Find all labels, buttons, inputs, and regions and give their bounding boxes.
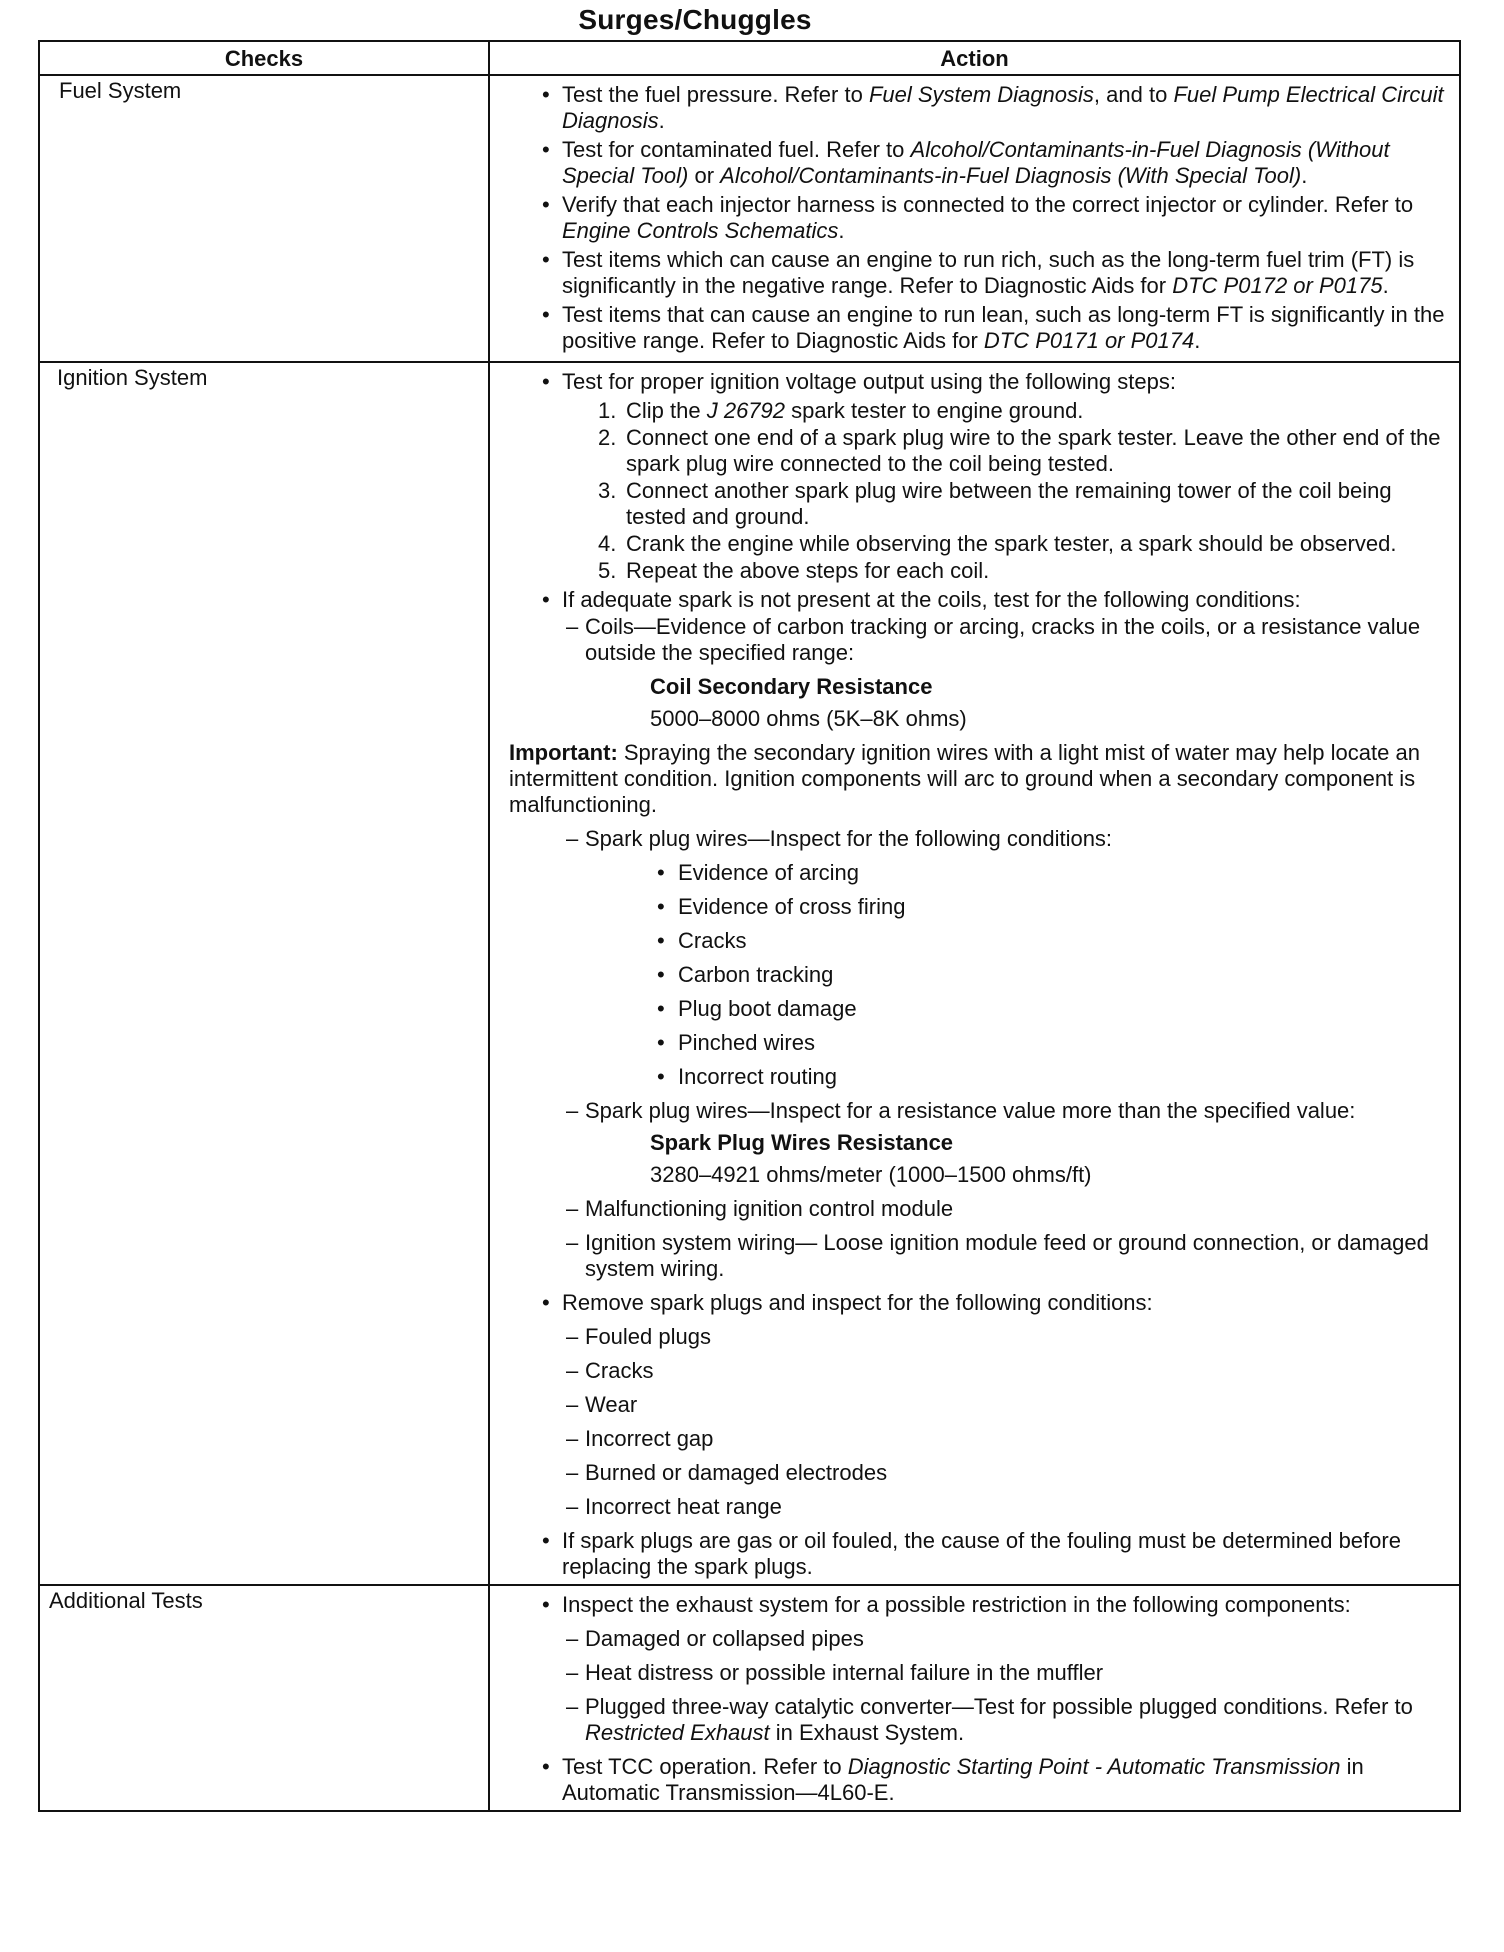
list-item: – Damaged or collapsed pipes xyxy=(490,1626,1453,1652)
fuel-pressure-bullet xyxy=(490,82,1453,134)
wire-spec-value: 3280–4921 ohms/meter (1000–1500 ohms/ft) xyxy=(650,1162,1092,1187)
ignition-voltage-bullet: • Test for proper ignition voltage output using the following steps: xyxy=(490,369,1453,395)
wire-spec-title: Spark Plug Wires Resistance xyxy=(650,1130,954,1155)
spark-plug-wires-resistance-dash-item: – Spark plug wires—Inspect for a resistance value more than the specified value: xyxy=(490,1098,1453,1124)
table-row-ignition-system xyxy=(39,362,1460,1585)
important-note xyxy=(490,740,1453,818)
bullet-text: . xyxy=(1194,328,1201,353)
step-text: Crank the engine while observing the spark tester, a spark should be observed. xyxy=(626,531,1397,556)
important-label: Important: xyxy=(509,740,618,765)
list-item: • Evidence of cross firing xyxy=(490,894,1453,920)
list-item: – Fouled plugs xyxy=(490,1324,1453,1350)
step-number: 5. xyxy=(598,558,617,583)
exhaust-restriction-bullet: • Inspect the exhaust system for a possible restriction in the following components: xyxy=(490,1592,1453,1618)
list-item: – Incorrect heat range xyxy=(490,1494,1453,1520)
coil-spec-title: Coil Secondary Resistance xyxy=(650,674,933,699)
reference-link: Diagnostic Starting Point - Automatic Transmission xyxy=(847,1754,1341,1779)
step-item xyxy=(490,478,1453,530)
dash-text: Plugged three-way catalytic converter—Test for possible plugged conditions. Refer to xyxy=(585,1694,1413,1719)
catalytic-converter-dash-item xyxy=(490,1694,1453,1746)
contaminated-fuel-bullet xyxy=(490,137,1453,189)
step-text: spark tester to engine ground. xyxy=(785,398,1084,423)
important-text: Spraying the secondary ignition wires with a light mist of water may help locate an intermittent condition. Ignition components will arc to ground when a secondary component is malfunctioning. xyxy=(509,740,1420,817)
check-label-additional-tests: Additional Tests xyxy=(49,1588,203,1613)
table-row-fuel-system xyxy=(39,75,1460,362)
check-cell xyxy=(39,362,489,1585)
spark-plug-wires-dash-item: – Spark plug wires—Inspect for the following conditions: xyxy=(490,826,1453,852)
run-rich-bullet xyxy=(490,247,1453,299)
fouled-plugs-bullet: • If spark plugs are gas or oil fouled, the cause of the fouling must be determined before replacing the spark plugs. xyxy=(490,1528,1453,1580)
injector-harness-bullet xyxy=(490,192,1453,244)
check-label-ignition-system: Ignition System xyxy=(57,365,208,390)
step-number: 4. xyxy=(598,531,617,556)
action-cell xyxy=(489,362,1460,1585)
bullet-text: or xyxy=(688,163,721,188)
step-item xyxy=(490,558,1453,584)
step-text: Clip the xyxy=(626,398,707,423)
list-item: – Heat distress or possible internal failure in the muffler xyxy=(490,1660,1453,1686)
list-item: • Cracks xyxy=(490,928,1453,954)
bullet-text: Test items that can cause an engine to run lean, such as long-term FT is significantly in the positive range. Refer to Diagnostic Aids for xyxy=(562,302,1445,353)
bullet-text: , and to xyxy=(1093,82,1174,107)
reference-link: Restricted Exhaust xyxy=(585,1720,770,1745)
reference-link: Fuel System Diagnosis xyxy=(868,82,1094,107)
list-item: • Pinched wires xyxy=(490,1030,1453,1056)
reference-link: Alcohol/Contaminants-in-Fuel Diagnosis (Without Special Tool) xyxy=(562,137,1390,188)
checks-header: Checks xyxy=(39,41,489,75)
bullet-text: . xyxy=(838,218,845,243)
list-item: • Plug boot damage xyxy=(490,996,1453,1022)
reference-link: Fuel Pump Electrical Circuit Diagnosis xyxy=(562,82,1444,133)
table-row-additional-tests xyxy=(39,1585,1460,1811)
list-item: – Incorrect gap xyxy=(490,1426,1453,1452)
list-item: • Carbon tracking xyxy=(490,962,1453,988)
list-item: • Incorrect routing xyxy=(490,1064,1453,1090)
bullet-text: Verify that each injector harness is connected to the correct injector or cylinder. Refer to xyxy=(562,192,1414,217)
reference-link: Alcohol/Contaminants-in-Fuel Diagnosis (With Special Tool) xyxy=(720,163,1302,188)
bullet-text: . xyxy=(1382,273,1389,298)
check-cell xyxy=(39,1585,489,1811)
ignition-wiring-dash-item: – Ignition system wiring— Loose ignition module feed or ground connection, or damaged system wiring. xyxy=(490,1230,1453,1282)
bullet-text: . xyxy=(658,108,665,133)
list-item: – Cracks xyxy=(490,1358,1453,1384)
bullet-text: Test the fuel pressure. Refer to xyxy=(562,82,869,107)
bullet-text: in Automatic Transmission—4L60-E. xyxy=(562,1754,1364,1805)
header-row xyxy=(39,41,1460,75)
bullet-text: Test TCC operation. Refer to xyxy=(562,1754,848,1779)
list-item: – Burned or damaged electrodes xyxy=(490,1460,1453,1486)
check-cell xyxy=(39,75,489,362)
adequate-spark-bullet: • If adequate spark is not present at the coils, test for the following conditions: xyxy=(490,587,1453,613)
remove-spark-plugs-bullet: • Remove spark plugs and inspect for the following conditions: xyxy=(490,1290,1453,1316)
step-number: 3. xyxy=(598,478,617,503)
dtc-reference: DTC P0171 or P0174 xyxy=(983,328,1195,353)
action-header: Action xyxy=(489,41,1460,75)
tool-reference: J 26792 xyxy=(706,398,786,423)
step-item xyxy=(490,531,1453,557)
run-lean-bullet xyxy=(490,302,1453,354)
step-number: 1. xyxy=(598,398,617,423)
list-item: – Wear xyxy=(490,1392,1453,1418)
dtc-reference: DTC P0172 or P0175 xyxy=(1172,273,1383,298)
bullet-text: . xyxy=(1301,163,1308,188)
step-text: Connect one end of a spark plug wire to the spark tester. Leave the other end of the spark plug wire connected to the coil being tested. xyxy=(626,425,1441,476)
ignition-module-dash-item: – Malfunctioning ignition control module xyxy=(490,1196,1453,1222)
action-cell xyxy=(489,75,1460,362)
list-item: • Evidence of arcing xyxy=(490,860,1453,886)
step-text: Connect another spark plug wire between the remaining tower of the coil being tested and ground. xyxy=(626,478,1392,529)
coils-dash-item: – Coils—Evidence of carbon tracking or arcing, cracks in the coils, or a resistance value outside the specified range: xyxy=(490,614,1453,666)
step-item xyxy=(490,425,1453,477)
step-number: 2. xyxy=(598,425,617,450)
action-cell xyxy=(489,1585,1460,1811)
surges-chuggles-table xyxy=(38,40,1461,1812)
bullet-text: Test items which can cause an engine to run rich, such as the long-term fuel trim (FT) is significantly in the negative range. Refer to Diagnostic Aids for xyxy=(562,247,1415,298)
step-text: Repeat the above steps for each coil. xyxy=(626,558,990,583)
coil-spec-value: 5000–8000 ohms (5K–8K ohms) xyxy=(650,706,967,731)
reference-link: Engine Controls Schematics xyxy=(562,218,839,243)
page-title: Surges/Chuggles xyxy=(578,4,812,35)
dash-text: in Exhaust System. xyxy=(769,1720,965,1745)
bullet-text: Test for contaminated fuel. Refer to xyxy=(562,137,911,162)
step-item xyxy=(490,398,1453,424)
tcc-operation-bullet xyxy=(490,1754,1453,1806)
check-label-fuel-system: Fuel System xyxy=(59,78,182,103)
